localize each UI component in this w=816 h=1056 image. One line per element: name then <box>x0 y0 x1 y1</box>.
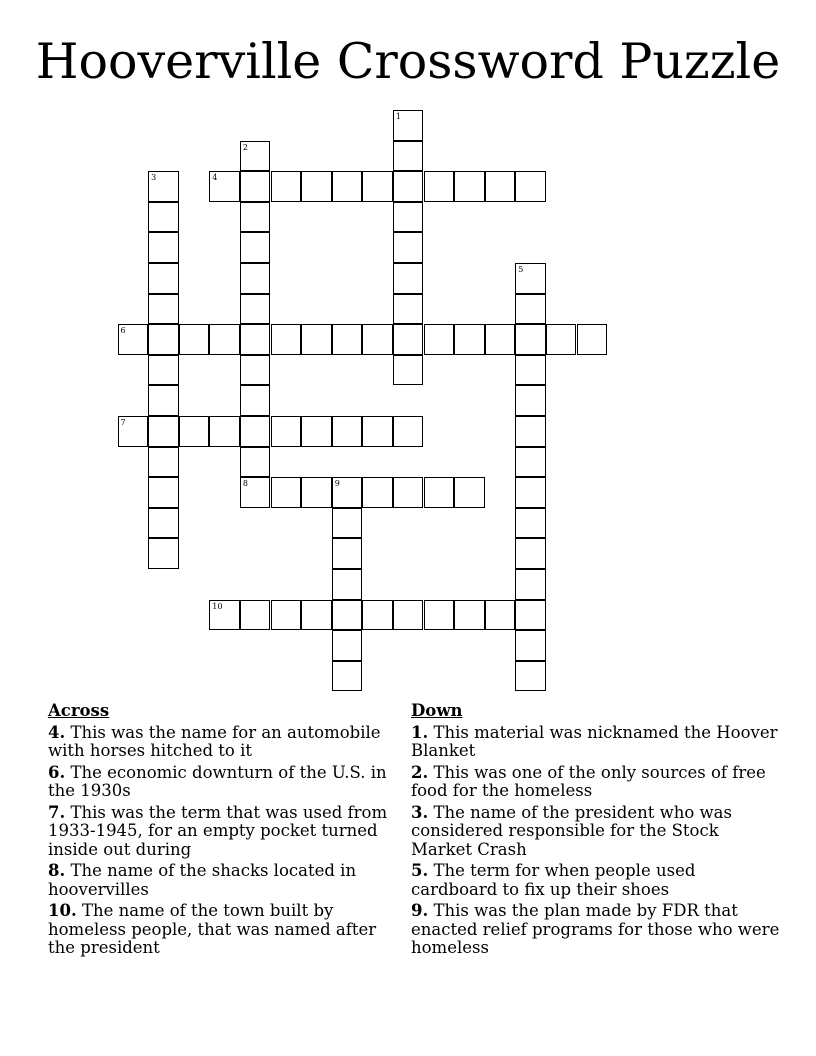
grid-cell[interactable] <box>332 538 363 569</box>
grid-cell[interactable] <box>148 294 179 325</box>
grid-cell[interactable] <box>362 171 393 202</box>
grid-cell[interactable] <box>209 324 240 355</box>
grid-cell[interactable] <box>424 324 455 355</box>
clue-number-label: 1 <box>395 112 401 121</box>
clue-across-10 <box>48 902 403 958</box>
grid-cell[interactable] <box>454 600 485 631</box>
clue-across-4 <box>48 724 403 761</box>
clue-number-label: 7 <box>120 418 126 427</box>
grid-cell[interactable] <box>240 324 271 355</box>
grid-cell[interactable] <box>301 324 332 355</box>
grid-cell[interactable] <box>515 477 546 508</box>
clue-across-6 <box>48 764 403 801</box>
grid-cell[interactable] <box>393 416 424 447</box>
grid-cell[interactable] <box>515 447 546 478</box>
down-heading: Down <box>411 701 463 720</box>
grid-cell[interactable] <box>362 600 393 631</box>
grid-cell[interactable] <box>393 263 424 294</box>
grid-cell[interactable] <box>393 232 424 263</box>
grid-cell[interactable] <box>332 477 363 508</box>
clue-number: 9. <box>411 901 429 920</box>
grid-cell[interactable] <box>148 355 179 386</box>
grid-cell[interactable] <box>393 477 424 508</box>
grid-cell[interactable] <box>332 661 363 692</box>
grid-cell[interactable] <box>454 171 485 202</box>
grid-cell[interactable] <box>209 416 240 447</box>
grid-cell[interactable] <box>148 538 179 569</box>
grid-cell[interactable] <box>148 232 179 263</box>
grid-cell[interactable] <box>118 416 149 447</box>
down-clues <box>411 702 781 961</box>
grid-cell[interactable] <box>424 477 455 508</box>
grid-cell[interactable] <box>240 477 271 508</box>
grid-cell[interactable] <box>240 232 271 263</box>
grid-cell[interactable] <box>240 385 271 416</box>
clue-across-7 <box>48 804 403 860</box>
clue-text: This was one of the only sources of free food for the homeless <box>411 762 766 800</box>
grid-cell[interactable] <box>454 477 485 508</box>
grid-cell[interactable] <box>515 324 546 355</box>
grid-cell[interactable] <box>362 324 393 355</box>
grid-cell[interactable] <box>362 416 393 447</box>
puzzle-title: Hooverville Crossword Puzzle <box>35 33 781 90</box>
grid-cell[interactable] <box>393 324 424 355</box>
clue-number: 7. <box>48 802 66 822</box>
clue-number: 4. <box>48 722 66 742</box>
clue-text: The name of the president who was considered responsible for the Stock Market Crash <box>411 802 732 859</box>
clue-number: 1. <box>411 722 429 742</box>
grid-cell[interactable] <box>118 324 149 355</box>
grid-cell[interactable] <box>148 263 179 294</box>
grid-cell[interactable] <box>332 630 363 661</box>
clue-number-label: 10 <box>212 601 223 611</box>
grid-cell[interactable] <box>148 202 179 233</box>
clue-number: 3. <box>411 802 429 822</box>
clue-text: This material was nicknamed the Hoover Blanket <box>411 722 778 760</box>
grid-cell[interactable] <box>148 324 179 355</box>
grid-cell[interactable] <box>362 477 393 508</box>
grid-cell[interactable] <box>332 600 363 631</box>
grid-cell[interactable] <box>271 171 302 202</box>
clue-number-label: 4 <box>212 173 218 183</box>
clue-number-label: 6 <box>120 326 126 336</box>
grid-cell[interactable] <box>240 355 271 386</box>
grid-cell[interactable] <box>332 416 363 447</box>
grid-cell[interactable] <box>148 385 179 416</box>
grid-cell[interactable] <box>209 171 240 202</box>
grid-cell[interactable] <box>148 508 179 539</box>
grid-cell[interactable] <box>271 600 302 631</box>
grid-cell[interactable] <box>271 416 302 447</box>
grid-cell[interactable] <box>546 324 577 355</box>
grid-cell[interactable] <box>271 477 302 508</box>
across-clues <box>48 702 403 961</box>
clue-text: This was the plan made by FDR that enacted relief programs for those who were homeless <box>411 901 780 957</box>
grid-cell[interactable] <box>332 324 363 355</box>
grid-cell[interactable] <box>393 110 424 141</box>
grid-cell[interactable] <box>240 294 271 325</box>
grid-cell[interactable] <box>515 508 546 539</box>
grid-cell[interactable] <box>332 508 363 539</box>
grid-cell[interactable] <box>301 171 332 202</box>
grid-cell[interactable] <box>577 324 608 355</box>
grid-cell[interactable] <box>179 416 210 447</box>
grid-cell[interactable] <box>332 171 363 202</box>
clue-text: The term for when people used cardboard to fix up their shoes <box>411 861 696 899</box>
grid-cell[interactable] <box>209 600 240 631</box>
grid-cell[interactable] <box>393 202 424 233</box>
grid-cell[interactable] <box>179 324 210 355</box>
clue-text: This was the term that was used from 1933-1945, for an empty pocket turned inside out during <box>48 802 388 859</box>
grid-cell[interactable] <box>515 538 546 569</box>
clue-number: 6. <box>48 762 66 782</box>
grid-cell[interactable] <box>148 447 179 478</box>
clue-down-5 <box>411 862 781 899</box>
grid-cell[interactable] <box>393 141 424 172</box>
grid-cell[interactable] <box>485 171 516 202</box>
grid-cell[interactable] <box>485 600 516 631</box>
clue-number-label: 2 <box>242 142 248 152</box>
clue-text: This was the name for an automobile with horses hitched to it <box>48 722 381 760</box>
grid-cell[interactable] <box>240 416 271 447</box>
grid-cell[interactable] <box>515 569 546 600</box>
grid-cell[interactable] <box>240 447 271 478</box>
clue-number-label: 8 <box>242 479 248 489</box>
clue-text: The name of the town built by homeless people, that was named after the president <box>48 901 377 957</box>
clue-across-8 <box>48 862 403 899</box>
clue-down-1 <box>411 724 781 761</box>
grid-cell[interactable] <box>515 171 546 202</box>
grid-cell[interactable] <box>424 600 455 631</box>
grid-cell[interactable] <box>515 263 546 294</box>
grid-cell[interactable] <box>515 630 546 661</box>
grid-cell[interactable] <box>515 416 546 447</box>
grid-cell[interactable] <box>240 141 271 172</box>
clue-number: 10. <box>48 901 77 920</box>
grid-cell[interactable] <box>301 600 332 631</box>
clue-down-9 <box>411 902 781 958</box>
grid-cell[interactable] <box>515 600 546 631</box>
clue-text: The economic downturn of the U.S. in the 1930s <box>48 762 387 800</box>
grid-cell[interactable] <box>515 294 546 325</box>
grid-cell[interactable] <box>148 477 179 508</box>
grid-cell[interactable] <box>271 324 302 355</box>
grid-cell[interactable] <box>393 294 424 325</box>
grid-cell[interactable] <box>485 324 516 355</box>
grid-cell[interactable] <box>515 385 546 416</box>
clue-number: 5. <box>411 861 429 880</box>
grid-cell[interactable] <box>424 171 455 202</box>
across-heading: Across <box>48 701 110 720</box>
grid-cell[interactable] <box>301 477 332 508</box>
clue-number: 2. <box>411 762 429 782</box>
clue-number: 8. <box>48 861 66 880</box>
clue-down-3 <box>411 804 781 860</box>
clue-number-label: 3 <box>151 173 157 183</box>
grid-cell[interactable] <box>515 661 546 692</box>
grid-cell[interactable] <box>240 202 271 233</box>
grid-cell[interactable] <box>148 171 179 202</box>
grid-cell[interactable] <box>240 263 271 294</box>
grid-cell[interactable] <box>301 416 332 447</box>
grid-cell[interactable] <box>393 355 424 386</box>
grid-cell[interactable] <box>332 569 363 600</box>
clue-number-label: 5 <box>518 265 524 274</box>
grid-cell[interactable] <box>148 416 179 447</box>
grid-cell[interactable] <box>240 600 271 631</box>
clue-number-label: 9 <box>334 479 340 489</box>
grid-cell[interactable] <box>393 171 424 202</box>
grid-cell[interactable] <box>240 171 271 202</box>
clue-text: The name of the shacks located in hoovervilles <box>48 861 357 899</box>
grid-cell[interactable] <box>393 600 424 631</box>
clue-down-2 <box>411 764 781 801</box>
grid-cell[interactable] <box>515 355 546 386</box>
grid-cell[interactable] <box>454 324 485 355</box>
